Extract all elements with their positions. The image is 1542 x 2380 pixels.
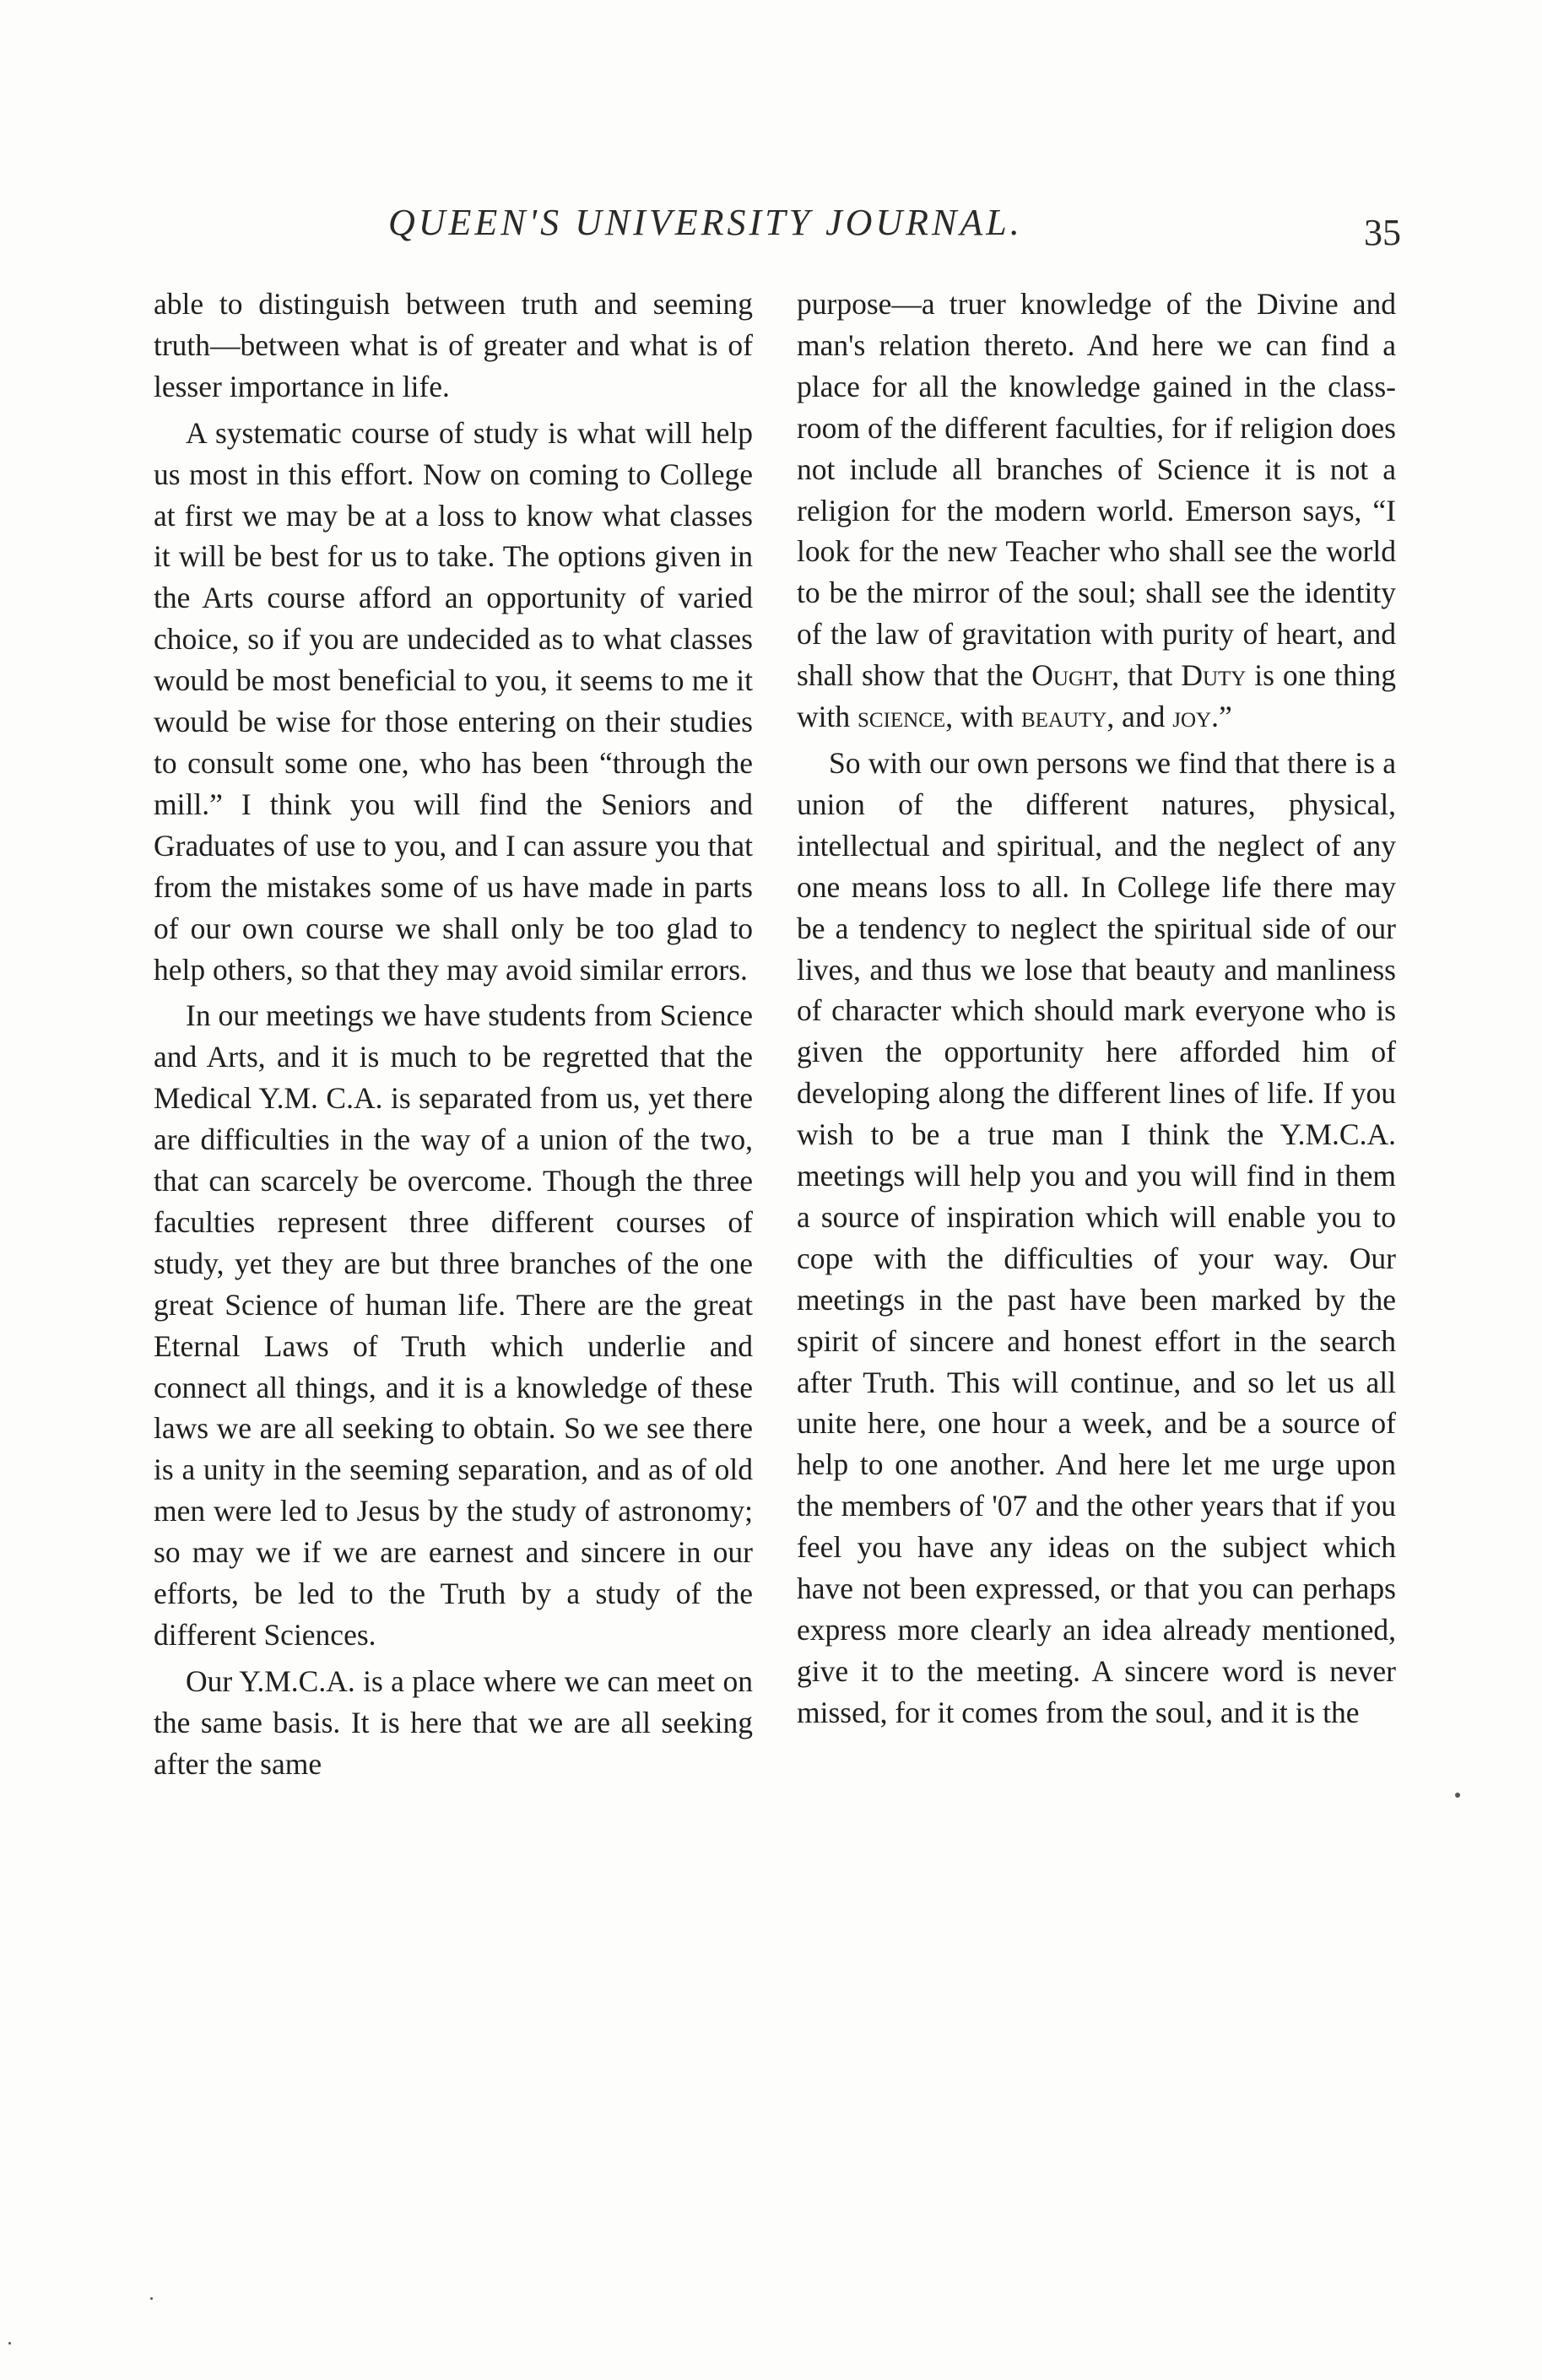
paragraph: So with our own persons we find that there is a union of the different natures, physical, intellectual and spiritual, and the neglect of any one means loss to all. In College life there may be a tendency to neglect the spiritual side of our lives, and thus we lose that beauty and manliness of character which should mark everyone who is given the opportunity here afforded him of developing along the different lines of life. If you wish to be a true man I think the Y.M.C.A. meetings will help you and you will find in them a source of inspiration which will enable you to cope with the difficulties of your way. Our meetings in the past have been marked by the spirit of sincere and honest effort in the search after Truth. This will continue, and so let us all unite here, one hour a week, and be a source of help to one another. And here let me urge upon the members of '07 and the other years that if you feel you have any ideas on the subject which have not been expressed, or that you can perhaps express more clearly an idea already mentioned, give it to the meeting. A sincere word is never missed, for it comes from the soul, and it is the	[797, 745, 1396, 1729]
page-header	[152, 192, 1401, 260]
text-run: , with	[945, 700, 1021, 734]
paragraph: A systematic course of study is what will help us most in this effort. Now on coming to College at first we may be at a loss to know what classes it will be best for us to take. The options given in the Arts course afford an opportunity of varied choice, so if you are undecided as to what classes would be most beneficial to you, it seems to me it would be wise for those entering on their studies to consult some one, who has been “through the mill.” I think you will find the Seniors and Graduates of use to you, and I can assure you that from the mistakes some of us have made in parts of our own course we shall only be too glad to help others, so that they may avoid similar errors.	[154, 415, 753, 987]
small-caps-joy: joy	[1172, 700, 1212, 734]
paragraph: able to distinguish between truth and seeming truth—between what is of greater and what is of lesser importance in life.	[154, 287, 753, 403]
small-caps-science: science	[858, 700, 946, 734]
text-run: , and	[1106, 700, 1173, 734]
text-run: is one thing with	[797, 658, 1397, 734]
small-caps-beauty: beauty	[1020, 700, 1107, 734]
print-speck	[150, 2297, 153, 2300]
right-column	[797, 284, 1396, 1734]
small-caps-duty: Duty	[1181, 658, 1247, 693]
paragraph: Our Y.M.C.A. is a place where we can meet on the same basis. It is here that we are all seeking after the same	[154, 1663, 753, 1781]
page-number: 35	[1364, 212, 1401, 253]
paragraph: In our meetings we have students from Science and Arts, and it is much to be regretted that the Medical Y.M. C.A. is separated from us, yet there are difficulties in the way of a union of the two, that can scarcely be overcome. Though the three faculties represent three different courses of study, yet they are but three branches of the one great Science of human life. There are the great Eternal Laws of Truth which underlie and connect all things, and it is a knowledge of these laws we are all seeking to obtain. So we see there is a unity in the seeming separation, and as of old men were led to Jesus by the study of astronomy; so may we if we are earnest and sincere in our efforts, be led to the Truth by a study of the different Sciences.	[154, 998, 753, 1652]
text-run: , that	[1112, 658, 1182, 693]
text-run: .”	[1211, 700, 1232, 734]
print-speck	[1455, 1793, 1460, 1798]
left-column	[154, 284, 753, 1785]
small-caps-ought: Ought	[1031, 658, 1112, 693]
paragraph-emerson-quote	[797, 284, 1396, 738]
running-title: QUEEN'S UNIVERSITY JOURNAL.	[388, 202, 1023, 243]
text-run: purpose—a truer knowledge of the Divine and man's relation thereto. And here we can find a place for all the knowledge gained in the class-room of the different faculties, for if religion does not include all branches of Science it is not a religion for the modern world. Emerson says, “I look for the new Teacher who shall see the world to be the mirror of the soul; shall see the identity of the law of gravitation with purity of heart, and shall show that the	[797, 287, 1396, 693]
print-speck	[8, 2342, 11, 2345]
